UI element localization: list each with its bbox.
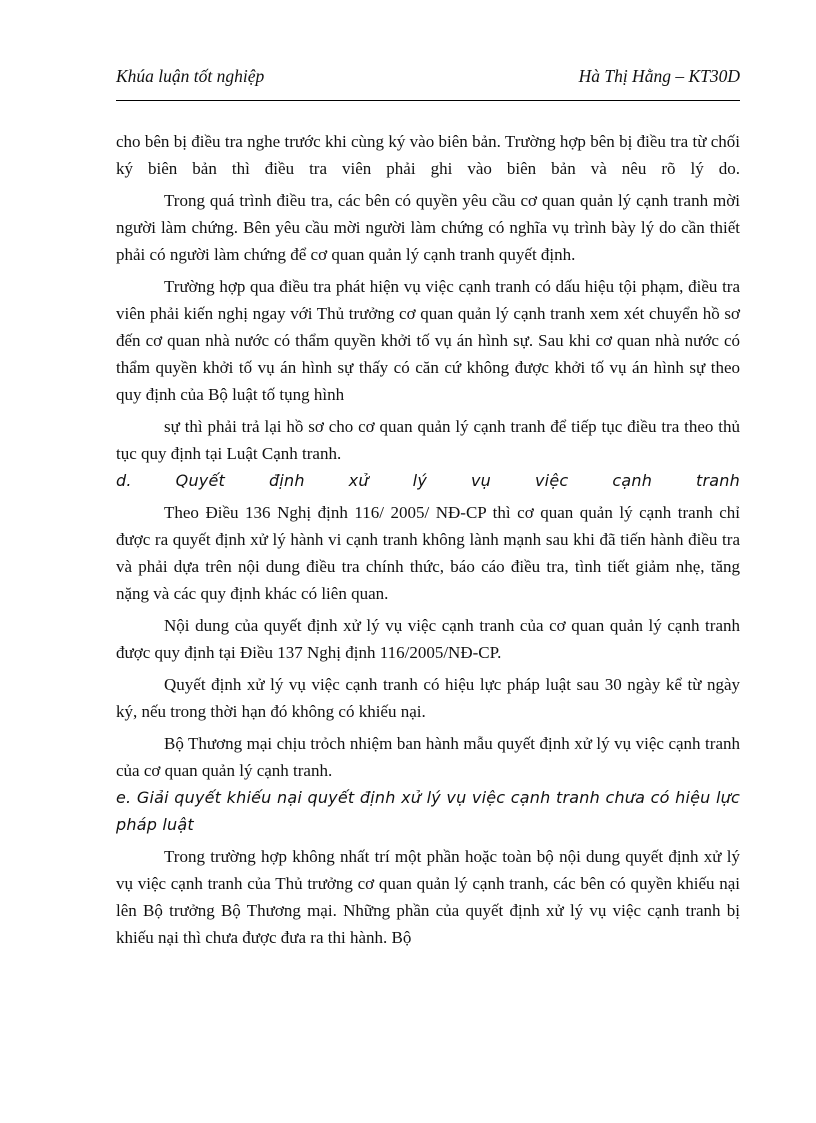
header-divider: [116, 100, 740, 101]
paragraph-article-136: Theo Điều 136 Nghị định 116/ 2005/ NĐ-CP thì cơ quan quản lý cạnh tranh chỉ được ra quyết định xử lý hành vi cạnh tranh không lành mạnh sau khi đã tiến hành điều tra và phải dựa trên nội dung điều tra chính thức, báo cáo điều tra, tình tiết giảm nhẹ, tăng nặng và các quy định khác có liên quan.: [116, 503, 740, 603]
header-author: Hà Thị Hằng – KT30D: [578, 66, 740, 86]
paragraph-continued: cho bên bị điều tra nghe trước khi cùng ký vào biên bản. Trường hợp bên bị điều tra từ chối ký biên bản thì điều tra viên phải ghi vào biên bản và nêu rõ lý do.: [116, 132, 740, 178]
paragraph-complaint: Trong trường hợp không nhất trí một phần hoặc toàn bộ nội dung quyết định xử lý vụ việc cạnh tranh của Thủ trưởng cơ quan quản lý cạnh tranh, các bên có quyền khiếu nại lên Bộ trưởng Bộ Thương mại. Những phần của quyết định xử lý vụ việc cạnh tranh bị khiếu nại thì chưa được đưa ra thi hành. Bộ: [116, 847, 740, 947]
paragraph-ministry: Bộ Thương mại chịu trỏch nhiệm ban hành mẫu quyết định xử lý vụ việc cạnh tranh của cơ quan quản lý cạnh tranh.: [116, 734, 740, 780]
paragraph-witness: Trong quá trình điều tra, các bên có quyền yêu cầu cơ quan quản lý cạnh tranh mời người làm chứng. Bên yêu cầu mời người làm chứng có nghĩa vụ trình bày lý do cần thiết phải có người làm chứng để cơ quan quản lý cạnh tranh quyết định.: [116, 191, 740, 264]
document-body: [116, 128, 740, 951]
page-header: [116, 66, 740, 94]
paragraph-criminal-signs: Trường hợp qua điều tra phát hiện vụ việc cạnh tranh có dấu hiệu tội phạm, điều tra viên phải kiến nghị ngay với Thủ trưởng cơ quan quản lý cạnh tranh xem xét chuyển hồ sơ đến cơ quan nhà nước có thẩm quyền khởi tố vụ án hình sự. Sau khi cơ quan nhà nước có thẩm quyền khởi tố vụ án hình sự thấy có căn cứ không được khởi tố vụ án hình sự theo quy định của Bộ luật tố tụng hình: [116, 277, 740, 404]
section-heading-e: e. Giải quyết khiếu nại quyết định xử lý vụ việc cạnh tranh chưa có hiệu lực pháp luật: [116, 788, 740, 834]
paragraph-effective: Quyết định xử lý vụ việc cạnh tranh có hiệu lực pháp luật sau 30 ngày kể từ ngày ký, nếu trong thời hạn đó không có khiếu nại.: [116, 675, 740, 721]
header-thesis-title: Khúa luận tốt nghiệp: [116, 66, 265, 86]
paragraph-article-137: Nội dung của quyết định xử lý vụ việc cạnh tranh của cơ quan quản lý cạnh tranh được quy định tại Điều 137 Nghị định 116/2005/NĐ-CP.: [116, 616, 740, 662]
paragraph-return-file: sự thì phải trả lại hồ sơ cho cơ quan quản lý cạnh tranh để tiếp tục điều tra theo thủ tục quy định tại Luật Cạnh tranh.: [116, 417, 740, 463]
section-heading-d: d. Quyết định xử lý vụ việc cạnh tranh: [116, 471, 740, 490]
